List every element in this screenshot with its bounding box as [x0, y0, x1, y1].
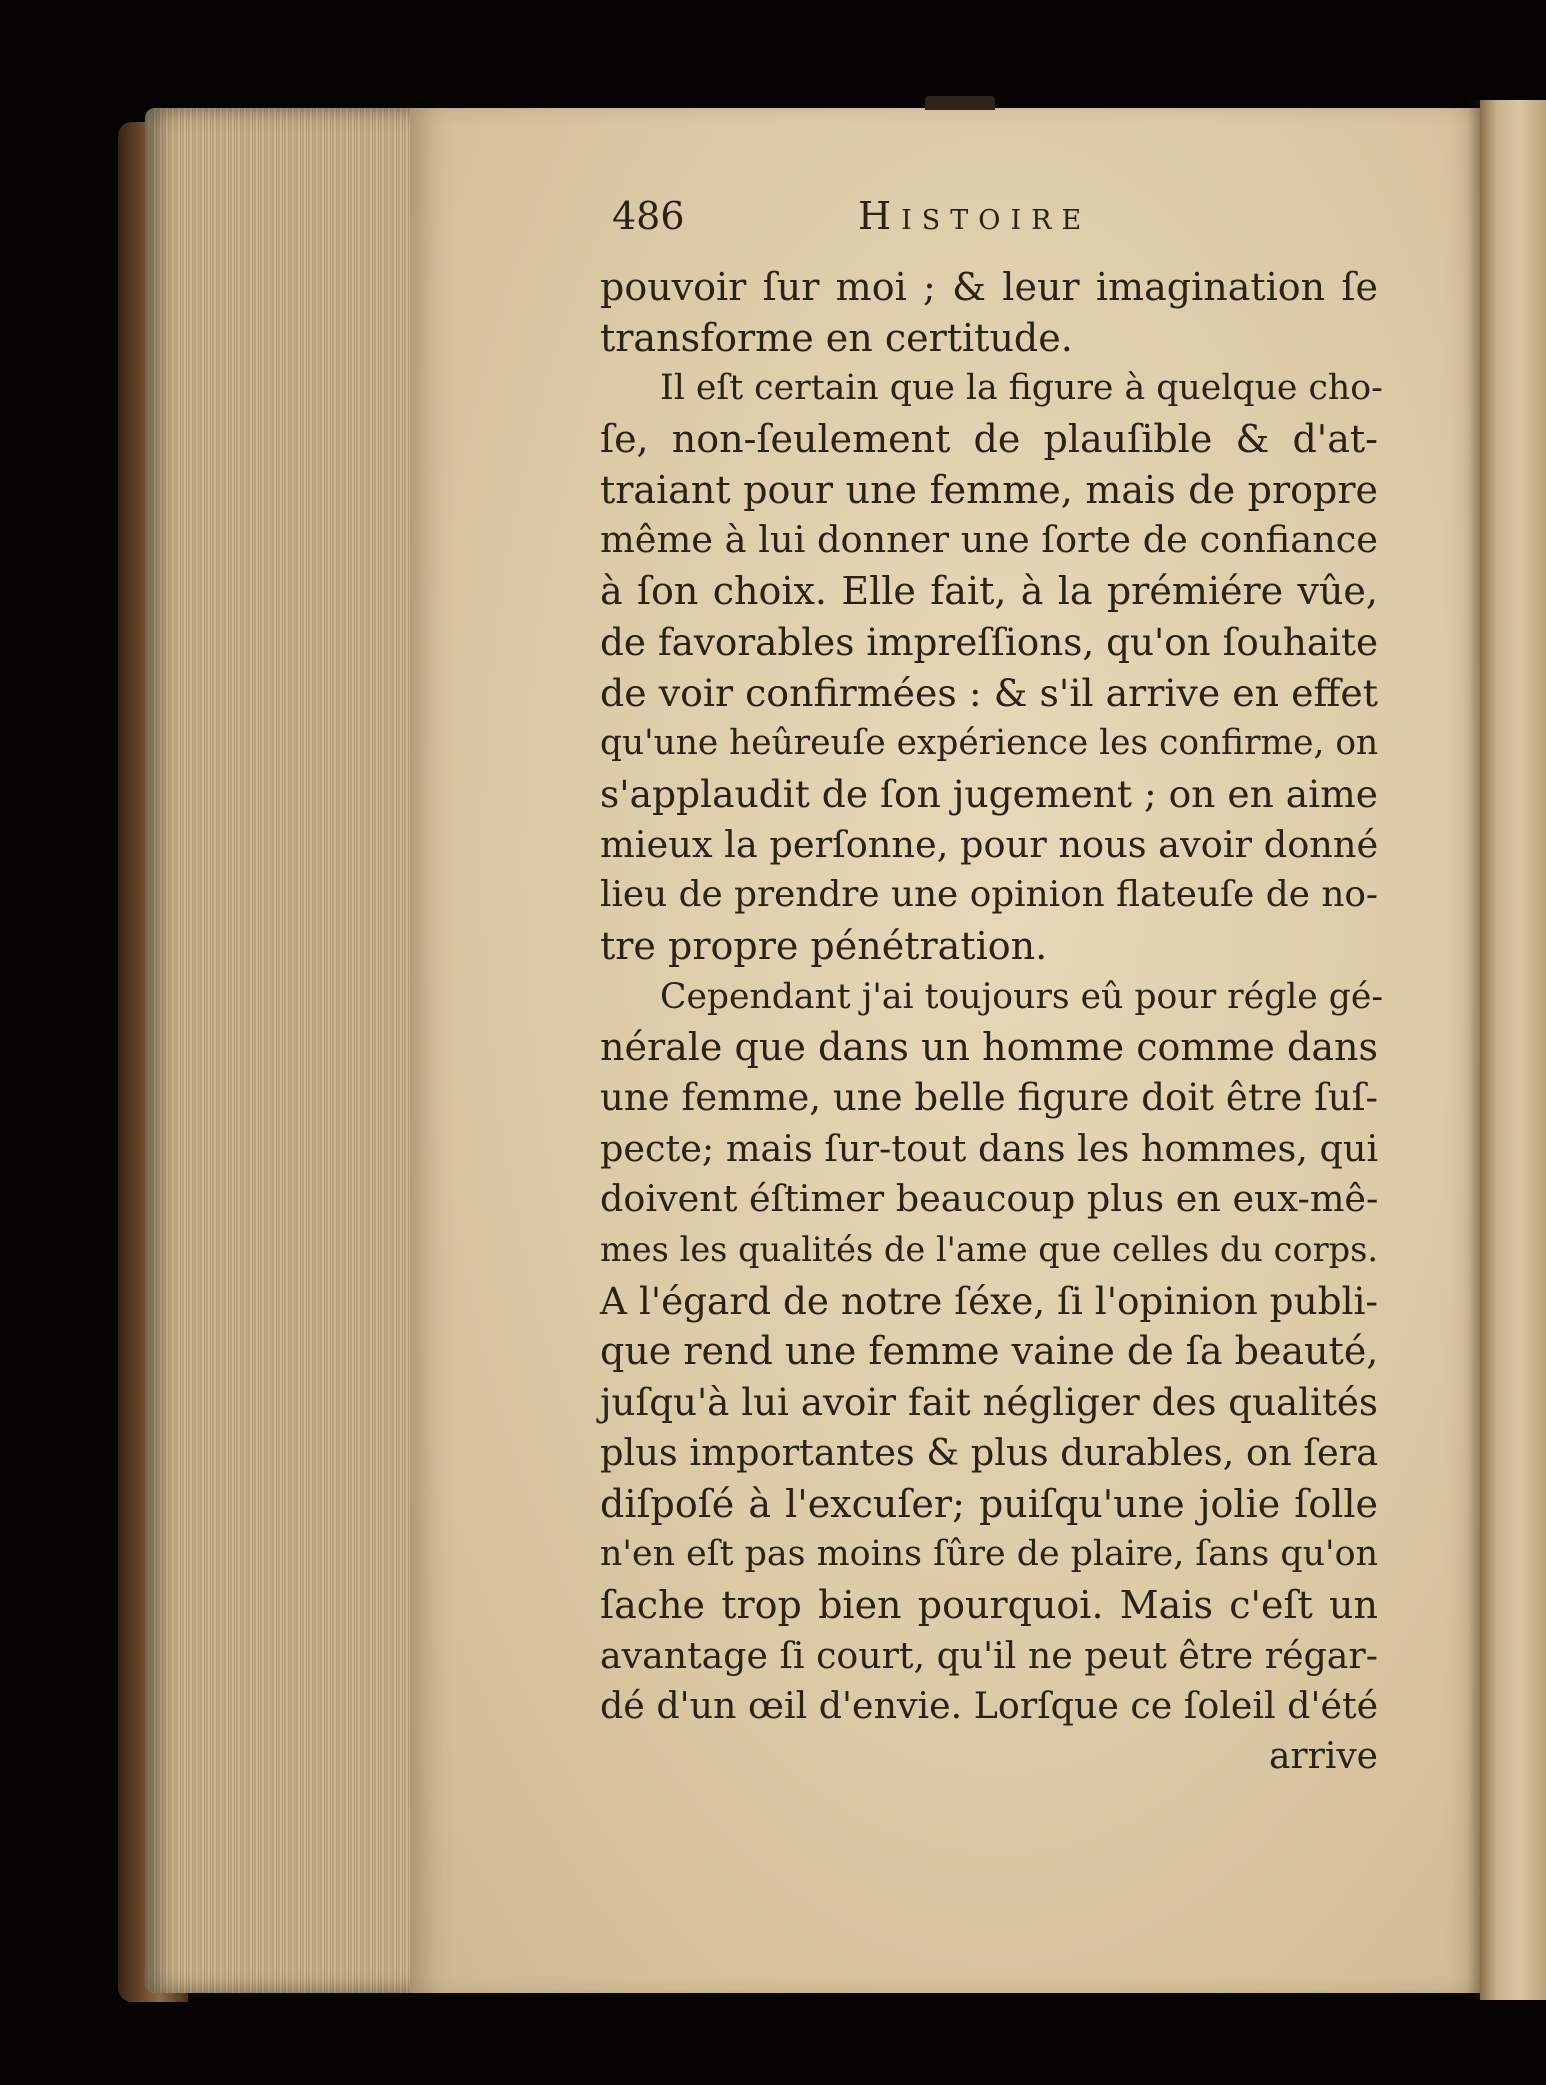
text-line: ſache trop bien pourquoi. Mais c'eſt un [600, 1582, 1378, 1627]
text-line: tre propre pénétration. [600, 923, 1048, 968]
text-line: n'en eſt pas moins ſûre de plaire, ſans qu'on [600, 1534, 1378, 1575]
text-line: qu'une heûreuſe expérience les confirme, on [600, 723, 1379, 764]
text-line: que rend une femme vaine de ſa beauté, [600, 1329, 1379, 1374]
facing-page-edge [1480, 100, 1546, 2000]
text-line: ſe, non-ſeulement de plauſible & d'at- [600, 417, 1378, 462]
text-line: A l'égard de notre ſéxe, ſi l'opinion publi- [600, 1278, 1378, 1323]
page-number: 486 [612, 194, 685, 238]
text-line: traiant pour une femme, mais de propre [600, 467, 1378, 512]
page-edges [145, 108, 430, 1993]
text-line: diſpoſé à l'excuſer; puiſqu'une jolie ſolle [600, 1481, 1378, 1526]
text-line: Il eſt certain que la figure à quelque cho- [660, 368, 1383, 409]
text-line: juſqu'à lui avoir fait négliger des qualités [600, 1380, 1378, 1425]
text-line: nérale que dans un homme comme dans [600, 1025, 1378, 1070]
text-line: transforme en certitude. [600, 315, 1073, 360]
text-line: une femme, une belle figure doit être ſuſ- [600, 1076, 1378, 1119]
text-line: même à lui donner une ſorte de confiance [600, 518, 1378, 562]
text-line: plus importantes & plus durables, on ſera [600, 1430, 1379, 1474]
text-line: lieu de prendre une opinion flateuſe de no- [600, 874, 1378, 916]
text-line: de favorables impreſſions, qu'on ſouhaite [600, 619, 1378, 664]
text-line: de voir confirmées : & s'il arrive en effet [600, 670, 1378, 715]
binding-tab [925, 96, 995, 110]
text-line: dé d'un œil d'envie. Lorſque ce ſoleil d'été [600, 1684, 1379, 1728]
text-line: doivent éſtimer beaucoup plus en eux-mê- [600, 1177, 1379, 1221]
text-line: mieux la perſonne, pour nous avoir donné [600, 822, 1379, 866]
body-text [600, 262, 1384, 1732]
text-line: Cependant j'ai toujours eû pour régle gé- [660, 976, 1384, 1017]
catchword: arrive [1268, 1736, 1378, 1777]
text-line: à ſon choix. Elle fait, à la prémiére vûe, [600, 569, 1378, 614]
text-line: pecte; mais ſur-tout dans les hommes, qui [600, 1126, 1379, 1170]
text-line: mes les qualités de l'ame que celles du corps. [600, 1230, 1378, 1270]
text-line: s'applaudit de ſon jugement ; on en aime [600, 771, 1378, 816]
running-head-title: Histoire [858, 194, 1092, 238]
text-line: pouvoir ſur moi ; & leur imagination ſe [600, 265, 1378, 309]
text-line: avantage ſi court, qu'il ne peut être régar- [600, 1633, 1378, 1677]
